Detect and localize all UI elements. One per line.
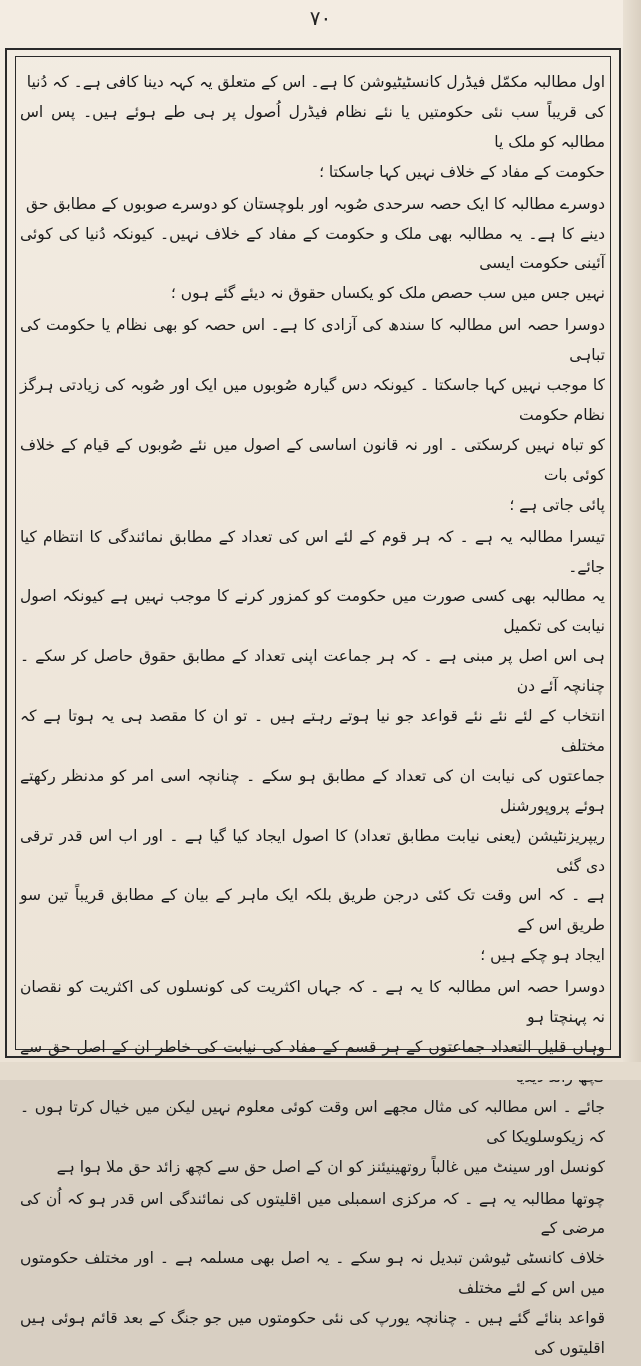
text-line: ایجاد ہو چکے ہیں ؛ (480, 946, 605, 965)
text-line: قواعد بنائے گئے ہیں ۔ چنانچہ یورپ کی نئی حکومتوں میں جو جنگ کے بعد قائم ہوئی ہیں اقلیتوں کی (20, 1309, 605, 1358)
text-line: دوسرا حصہ اس مطالبہ کا یہ ہے ۔ کہ جہاں اکثریت کی کونسلوں کی اکثریت کو نقصان نہ پہنچتا ہو (20, 978, 605, 1027)
text-line: جائے ۔ اس مطالبہ کی مثال مجھے اس وقت کوئی معلوم نہیں لیکن میں خیال کرتا ہوں ۔ کہ زیکوسلویکا کی (20, 1097, 605, 1146)
text-line: وہاں قلیل التعداد جماعتوں کے ہر قسم کے مفاد کی نیابت کی خاطر ان کے اصل حق سے (20, 1038, 605, 1056)
text-line: ہے ۔ کہ اس وقت تک کئی درجن طریق بلکہ ایک ماہر کے بیان کے مطابق قریباً تین سو طریق اس کے (20, 886, 605, 935)
text-line: دوسرا حصہ اس مطالبہ کا سندھ کی آزادی کا ہے۔ اس حصہ کو بھی نظام یا حکومت کی تباہی (20, 316, 605, 365)
paragraph-2 (20, 190, 605, 310)
text-line: یہ مطالبہ بھی کسی صورت میں حکومت کو کمزور کرنے کا موجب نہیں ہے کیونکہ اصول نیابت کی تکمیل (20, 587, 605, 636)
text-line: حکومت کے مفاد کے خلاف نہیں کہا جاسکتا ؛ (319, 162, 605, 181)
text-line: کونسل اور سینٹ میں غالباً روتھینیئنز کو ان کے اصل حق سے کچھ زائد حق ملا ہوا ہے (56, 1157, 605, 1176)
paragraph-4 (20, 523, 605, 972)
text-line: انتخاب کے لئے نئے نئے قواعد جو نیا ہوتے رہتے ہیں ۔ تو ان کا مقصد ہی یہ ہوتا ہے کہ مختلف (20, 707, 605, 755)
page-gutter-edge (623, 0, 641, 1080)
text-line: کی قریباً سب نئی حکومتیں یا نئے نظام فیڈرل اُصول پر ہی طے ہوئے ہیں۔ پس اس مطالبہ کو ملک یا (20, 102, 605, 151)
page-number: ۷۰ (309, 6, 332, 30)
text-line: کا موجب نہیں کہا جاسکتا ۔ کیونکہ دس گیارہ صُوبوں میں ایک اور صُوبہ کی زیادتی ہرگز نظام حکومت (20, 376, 605, 424)
text-line: خلاف کانسٹی ٹیوشن تبدیل نہ ہو سکے ۔ یہ اصل بھی مسلمہ ہے ۔ اور مختلف حکومتوں میں اس کے لئے مختلف (20, 1249, 605, 1298)
text-line: ہی اس اصل پر مبنی ہے ۔ کہ ہر جماعت اپنی تعداد کے مطابق حقوق حاصل کر سکے ۔ چنانچہ آئے دن (20, 647, 605, 696)
text-line: جماعتوں کی نیابت ان کی تعداد کے مطابق ہو سکے ۔ چنانچہ اسی امر کو مدنظر رکھتے ہوئے پروپورشنل (20, 766, 605, 815)
text-line: نہیں جس میں سب حصص ملک کو یکساں حقوق نہ دیئے گئے ہوں ؛ (170, 284, 605, 303)
text-line: اول مطالبہ مکمّل فیڈرل کانسٹیٹیوشن کا ہے۔ اس کے متعلق یہ کہہ دینا کافی ہے۔ کہ دُنیا (26, 73, 605, 91)
page-bottom-edge (0, 1062, 641, 1080)
page-body-text (20, 68, 605, 1366)
paragraph-6 (20, 1185, 605, 1364)
text-line: دوسرے مطالبہ کا ایک حصہ سرحدی صُوبہ اور بلوچستان کو دوسرے صوبوں کے مطابق حق (25, 194, 605, 213)
text-line: تیسرا مطالبہ یہ ہے ۔ کہ ہر قوم کے لئے اس کی تعداد کے مطابق نمائندگی کا انتظام کیا جائے۔ (20, 527, 605, 576)
text-line: دینے کا ہے۔ یہ مطالبہ بھی ملک و حکومت کے مفاد کے خلاف نہیں۔ کیونکہ دُنیا کی کوئی آئینی حکومت ایسی (20, 224, 605, 273)
text-line: کو تباہ نہیں کرسکتی ۔ اور نہ قانون اساسی کے اصول میں نئے صُوبوں کے قیام کے خلاف کوئی بات (20, 435, 605, 484)
paragraph-3 (20, 311, 605, 520)
text-line: ریپریزنٹیشن (یعنی نیابت مطابق تعداد) کا اصول ایجاد کیا گیا ہے ۔ اور اب اس قدر ترقی دی گئی (20, 826, 605, 875)
text-line: چوتھا مطالبہ یہ ہے ۔ کہ مرکزی اسمبلی میں اقلیتوں کی نمائندگی اس قدر ہو کہ اُن کی مرضی کے (20, 1189, 605, 1238)
paragraph-1 (20, 68, 605, 188)
text-line: پائی جاتی ہے ؛ (509, 495, 605, 514)
